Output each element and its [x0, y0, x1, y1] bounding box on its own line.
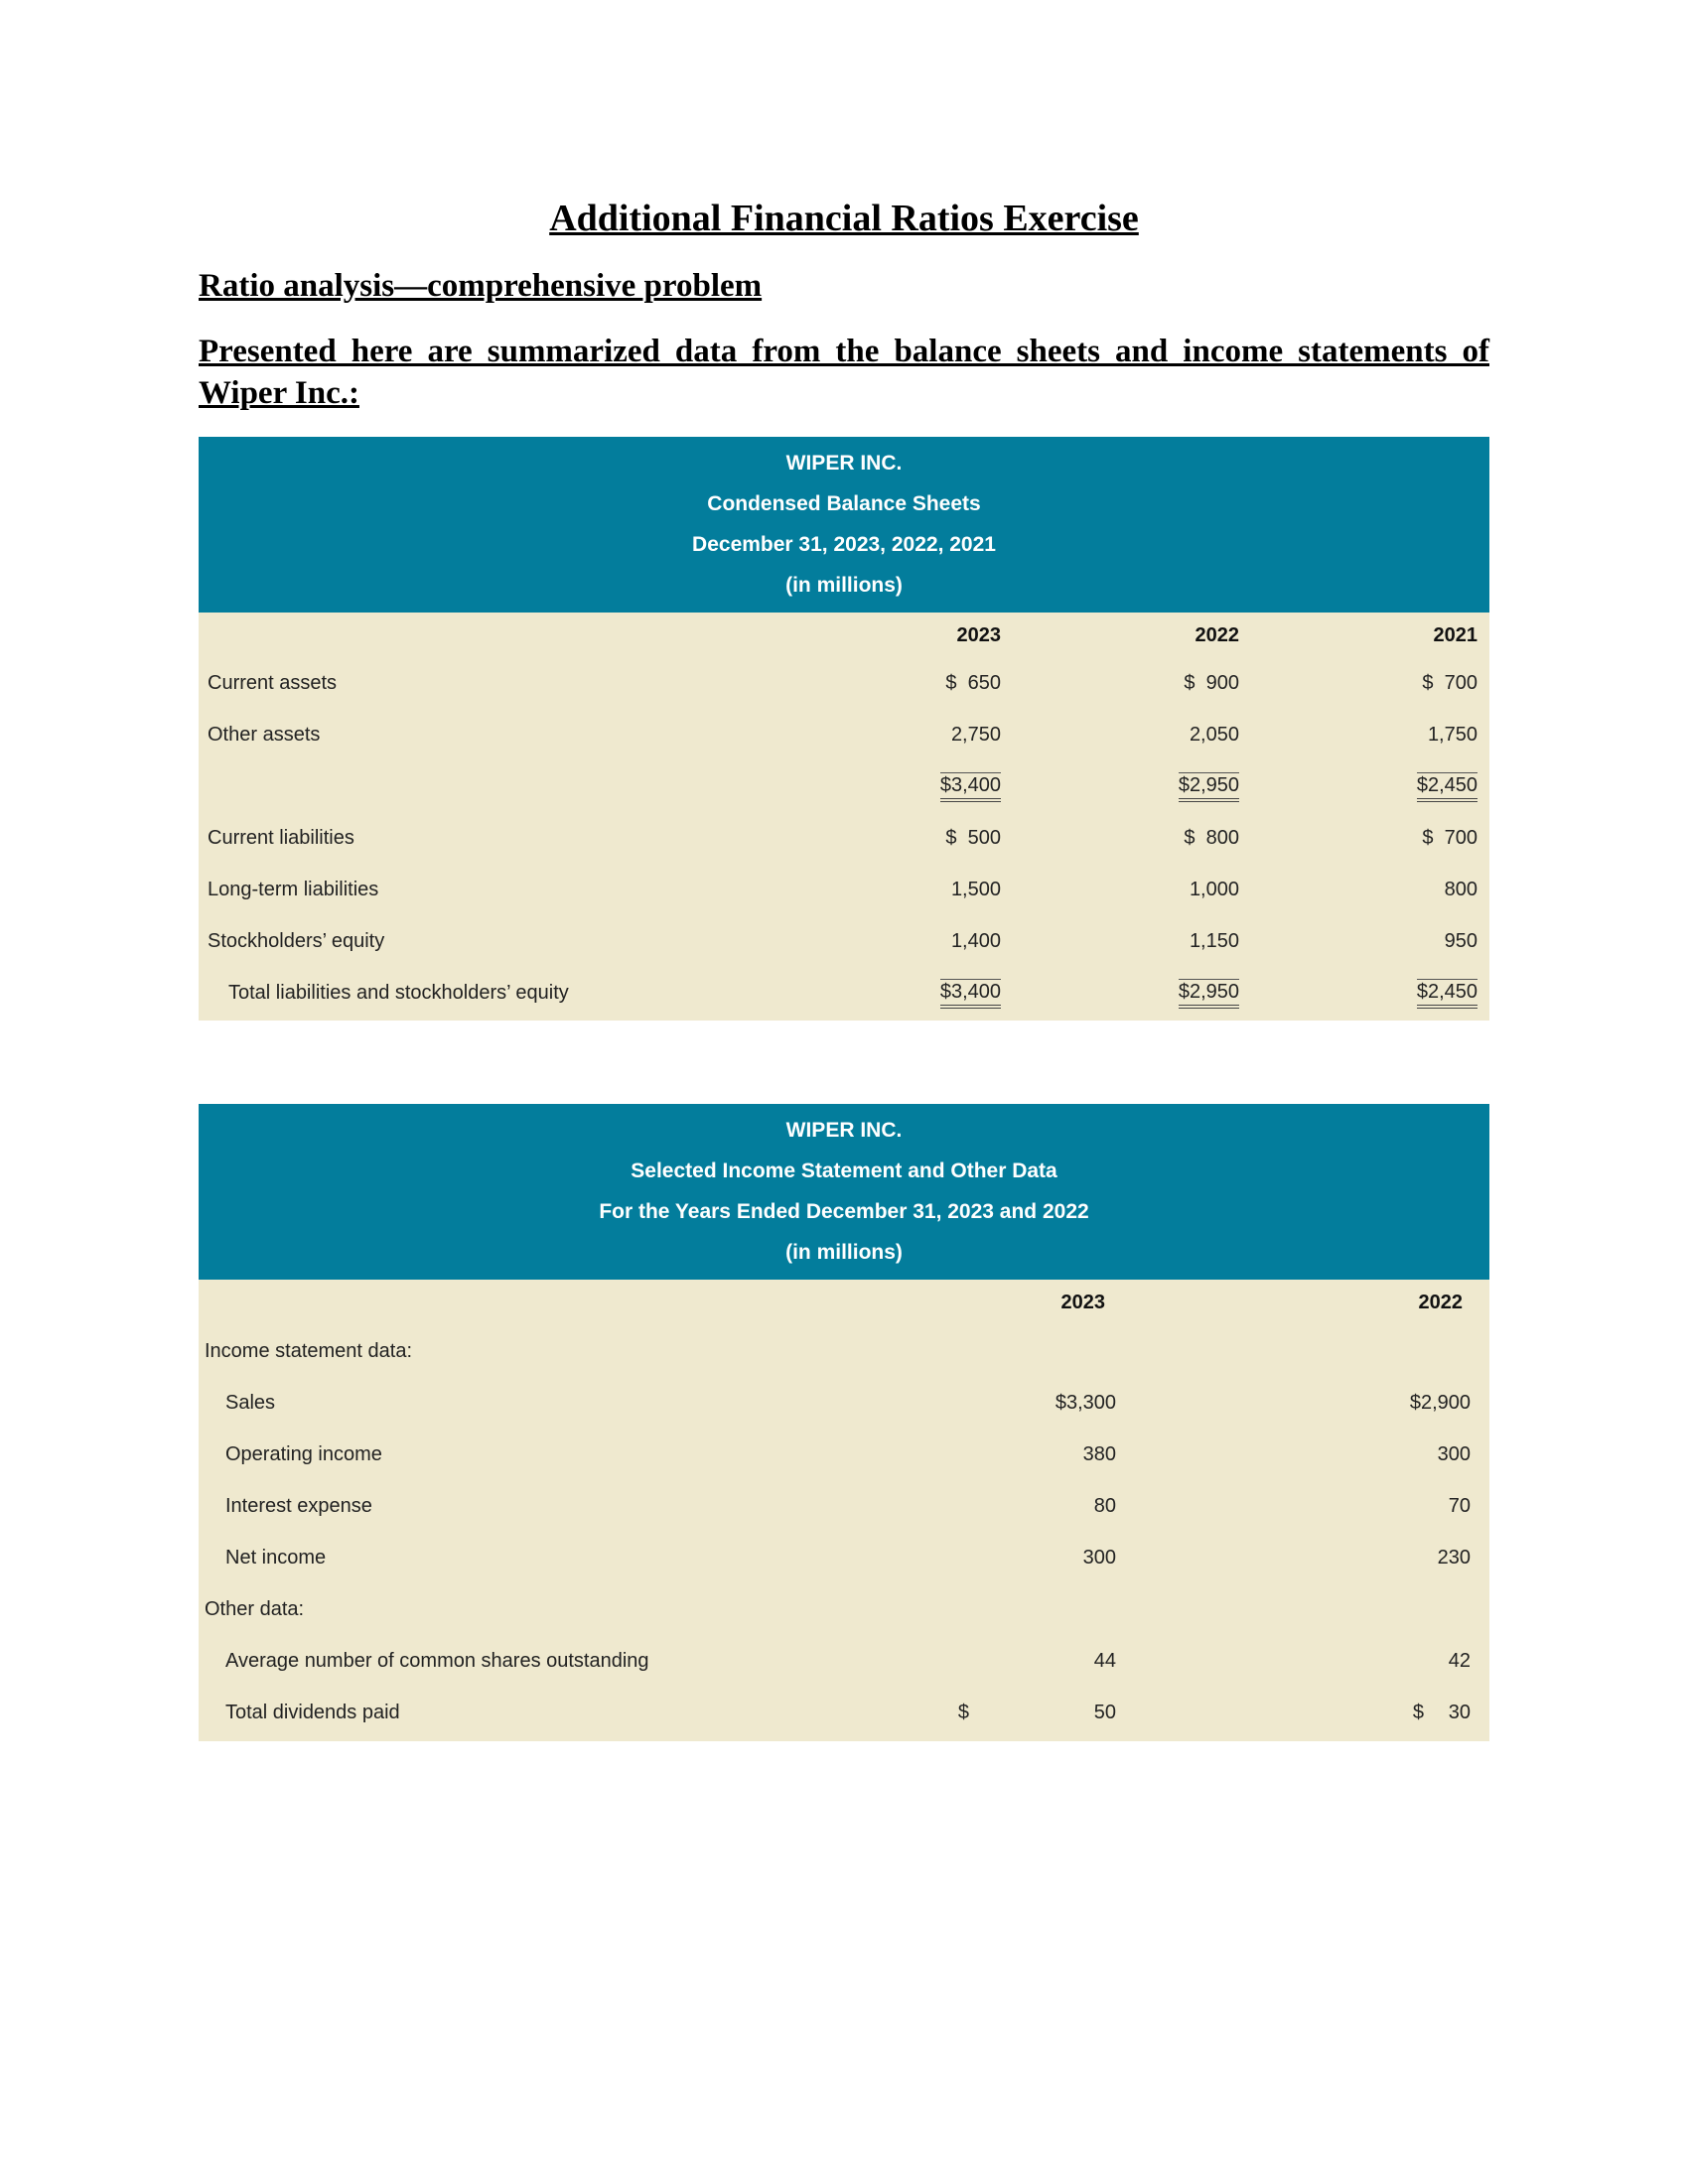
cell-value: 1,500 [950, 879, 1001, 900]
section-heading-row [199, 1582, 1489, 1634]
cell-value: 44 [1093, 1650, 1116, 1672]
company-name: WIPER INC. [785, 1119, 903, 1142]
statement-title: Selected Income Statement and Other Data [631, 1160, 1057, 1182]
balance-sheet-body [199, 613, 1489, 1018]
table-row [199, 811, 1489, 863]
row-label: Current liabilities [208, 827, 354, 849]
cell-value: $3,400 [940, 979, 1001, 1009]
cell-value: $ 650 [945, 672, 1001, 694]
statement-title: Condensed Balance Sheets [707, 492, 981, 515]
row-label: Operating income [225, 1443, 382, 1465]
cell-value: $ 900 [1184, 672, 1239, 694]
table-row [199, 656, 1489, 708]
table-row [199, 1531, 1489, 1582]
cell-value: $2,450 [1417, 772, 1477, 802]
statement-dates: December 31, 2023, 2022, 2021 [692, 533, 996, 556]
cell-value: $3,400 [940, 772, 1001, 802]
column-header-row [199, 613, 1489, 656]
cell-value: $ 700 [1422, 827, 1477, 849]
document-subtitle: Ratio analysis—comprehensive problem [199, 268, 763, 304]
currency-symbol: $ [1412, 1702, 1424, 1723]
statement-units: (in millions) [785, 574, 903, 597]
cell-value: 800 [1444, 879, 1477, 900]
cell-value: 950 [1444, 930, 1477, 952]
cell-value: 1,400 [950, 930, 1001, 952]
row-label: Stockholders’ equity [208, 930, 385, 952]
income-statement-body [199, 1280, 1489, 1737]
cell-value: $2,900 [1409, 1392, 1471, 1414]
row-label: Long-term liabilities [208, 879, 379, 900]
row-label: Sales [225, 1392, 276, 1414]
cell-value: 1,750 [1427, 724, 1477, 746]
cell-value: $ 500 [945, 827, 1001, 849]
cell-value: 80 [1093, 1495, 1116, 1517]
table-row [199, 1686, 1489, 1737]
column-header: 2023 [1060, 1292, 1105, 1313]
cell-value: 230 [1437, 1547, 1471, 1569]
row-label: Net income [225, 1547, 327, 1569]
cell-value: 380 [1082, 1443, 1116, 1465]
income-statement-header [199, 1104, 1489, 1280]
cell-value: $2,950 [1179, 979, 1239, 1009]
row-label: Average number of common shares outstanding [225, 1650, 649, 1672]
row-label: Current assets [208, 672, 338, 694]
document-title: Additional Financial Ratios Exercise [549, 198, 1139, 239]
column-header: 2023 [956, 624, 1001, 646]
cell-value: $2,950 [1179, 772, 1239, 802]
section-heading: Other data: [205, 1598, 305, 1620]
cell-value: 300 [1082, 1547, 1116, 1569]
company-name: WIPER INC. [785, 452, 903, 475]
column-header-row [199, 1280, 1489, 1324]
document-intro: Presented here are summarized data from the balance sheets and income statements of Wiper Inc.: [199, 334, 1489, 411]
cell-value: $ 700 [1422, 672, 1477, 694]
table-row [199, 863, 1489, 914]
subtotal-row [199, 759, 1489, 811]
row-label: Interest expense [225, 1495, 372, 1517]
table-row [199, 708, 1489, 759]
cell-value: 50 [1093, 1702, 1116, 1723]
column-header: 2022 [1418, 1292, 1463, 1313]
table-row [199, 1634, 1489, 1686]
statement-dates: For the Years Ended December 31, 2023 and 2022 [599, 1200, 1089, 1223]
cell-value: 2,750 [950, 724, 1001, 746]
row-label: Total liabilities and stockholders’ equity [228, 982, 569, 1004]
income-statement-table [199, 1104, 1489, 1741]
currency-symbol: $ [957, 1702, 969, 1723]
table-row [199, 1479, 1489, 1531]
total-row [199, 966, 1489, 1018]
balance-sheet-header [199, 437, 1489, 613]
section-heading: Income statement data: [205, 1340, 413, 1362]
row-label: Other assets [208, 724, 321, 746]
cell-value: $3,300 [1055, 1392, 1116, 1414]
cell-value: 30 [1448, 1702, 1471, 1723]
section-heading-row [199, 1324, 1489, 1376]
table-row [199, 914, 1489, 966]
table-row [199, 1428, 1489, 1479]
cell-value: 1,150 [1189, 930, 1239, 952]
column-header: 2022 [1195, 624, 1239, 646]
cell-value: 42 [1448, 1650, 1471, 1672]
row-label: Total dividends paid [225, 1702, 400, 1723]
cell-value: $ 800 [1184, 827, 1239, 849]
cell-value: 300 [1437, 1443, 1471, 1465]
column-header: 2021 [1433, 624, 1477, 646]
cell-value: 70 [1448, 1495, 1471, 1517]
cell-value: 2,050 [1189, 724, 1239, 746]
statement-units: (in millions) [785, 1241, 903, 1264]
cell-value: $2,450 [1417, 979, 1477, 1009]
cell-value: 1,000 [1189, 879, 1239, 900]
balance-sheet-table [199, 437, 1489, 1021]
table-row [199, 1376, 1489, 1428]
